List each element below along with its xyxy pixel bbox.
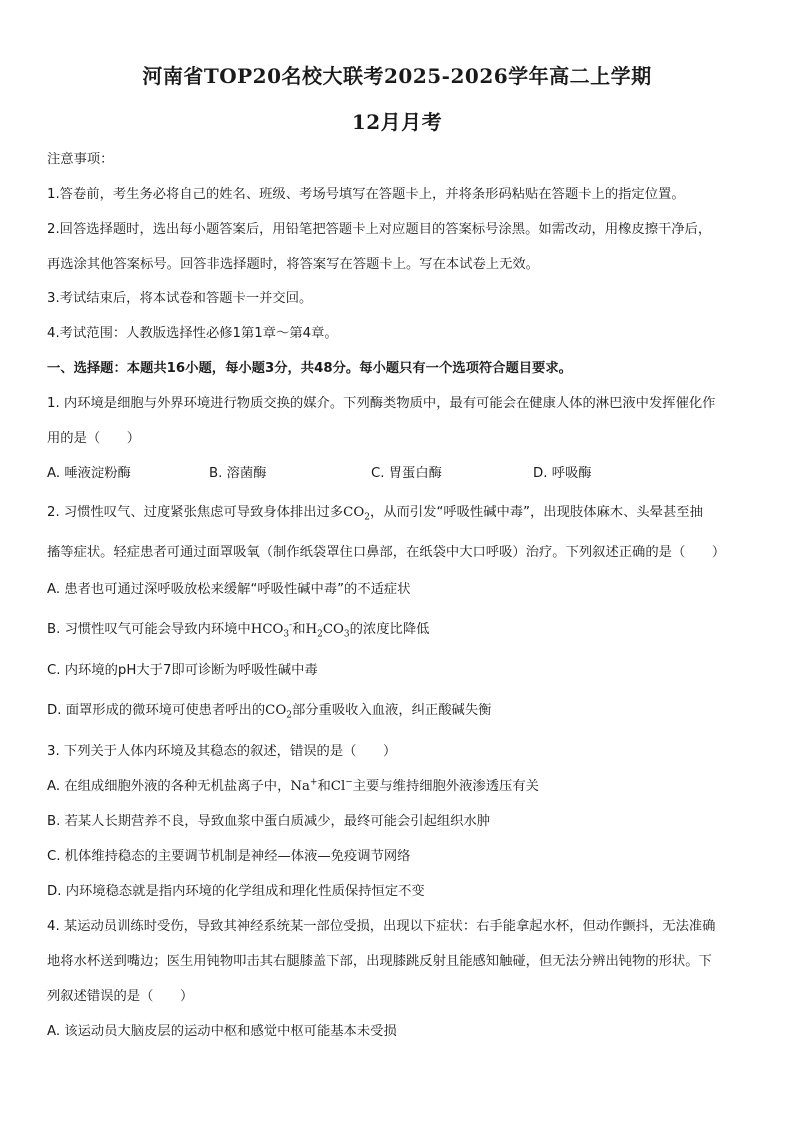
- notes-heading: 注意事项：: [47, 152, 114, 167]
- q4-option-a: A. 该运动员大脑皮层的运动中枢和感觉中枢可能基本未受损: [47, 1024, 397, 1039]
- h2co3-h: H: [305, 622, 318, 637]
- q1-option-b: B. 溶菌酶: [209, 466, 267, 481]
- h2co3-sub1: 2: [317, 629, 323, 640]
- hco3-formula: [250, 620, 293, 640]
- note-4: 4.考试范围：人教版选择性必修1第1章～第4章。: [47, 326, 338, 341]
- hco3-base: HCO: [250, 622, 284, 637]
- q3-option-a-and: 和: [317, 779, 331, 794]
- section-heading: 一、选择题：本题共16小题，每小题3分，共48分。每小题只有一个选项符合题目要求。: [47, 361, 572, 376]
- cl-superscript: −: [345, 777, 353, 788]
- na-ion: [290, 779, 317, 794]
- h2co3-sub2: 3: [343, 629, 350, 640]
- co2-formula: [343, 505, 370, 523]
- exam-title: 河南省TOP20名校大联考2025-2026学年高二上学期: [142, 64, 652, 88]
- exam-subtitle: 12月月考: [351, 110, 443, 134]
- h2co3-formula: [305, 622, 350, 640]
- q2-option-b-text1: B. 习惯性叹气可能会导致内环境中: [47, 622, 251, 637]
- hco3-subscript: 3: [283, 629, 290, 640]
- q1-option-c: C. 胃蛋白酶: [371, 466, 442, 481]
- h2co3-co: CO: [322, 622, 344, 637]
- note-3: 3.考试结束后，将本试卷和答题卡一并交回。: [47, 291, 313, 306]
- q1-stem-line2: 用的是（ ）: [47, 431, 141, 446]
- co2-d-subscript: 2: [286, 710, 292, 721]
- q2-option-b: [47, 620, 752, 640]
- q2-option-d-text2: 部分重吸收入血液，纠正酸碱失衡: [291, 703, 492, 718]
- q3-option-a-text2: 主要与维持细胞外液渗透压有关: [352, 779, 539, 794]
- q2-option-b-and: 和: [292, 622, 306, 637]
- q2-option-c: C. 内环境的pH大于7即可诊断为呼吸性碱中毒: [47, 663, 318, 678]
- q1-stem-line1: 1. 内环境是细胞与外界环境进行物质交换的媒介。下列酶类物质中，最有可能会在健康人体的淋巴液中发挥催化作: [47, 396, 716, 411]
- q2-option-b-text2: 的浓度比降低: [349, 622, 430, 637]
- q1-option-d: D. 呼吸酶: [533, 466, 592, 481]
- co2-formula-d: [265, 703, 292, 721]
- note-1: 1.答卷前，考生务必将自己的姓名、班级、考场号填写在答题卡上，并将条形码粘贴在答题卡上的指定位置。: [47, 187, 685, 202]
- q3-stem: 3. 下列关于人体内环境及其稳态的叙述，错误的是（ ）: [47, 744, 397, 759]
- q3-option-b: B. 若某人长期营养不良，导致血浆中蛋白质减少，最终可能会引起组织水肿: [47, 814, 491, 829]
- hco3-superscript: -: [289, 620, 293, 631]
- na-base: Na: [290, 779, 310, 794]
- q4-stem-line3: 列叙述错误的是（ ）: [47, 989, 194, 1004]
- co2-d-base: CO: [265, 703, 287, 718]
- q2-option-a: A. 患者也可通过深呼吸放松来缓解“呼吸性碱中毒”的不适症状: [47, 582, 411, 597]
- co2-base: CO: [343, 505, 365, 520]
- q2-stem-text2: ，从而引发“呼吸性碱中毒”，出现肢体麻木、头晕甚至抽: [369, 505, 703, 520]
- na-superscript: +: [309, 777, 318, 788]
- q3-option-d: D. 内环境稳态就是指内环境的化学组成和理化性质保持恒定不变: [47, 884, 425, 899]
- q2-stem-text1: 2. 习惯性叹气、过度紧张焦虑可导致身体排出过多: [47, 505, 344, 520]
- q2-option-d-text1: D. 面罩形成的微环境可使患者呼出的: [47, 703, 266, 718]
- q2-stem-line2: 搐等症状。轻症患者可通过面罩吸氧（制作纸袋罩住口鼻部，在纸袋中大口呼吸）治疗。下列叙述正确的是（ ）: [47, 545, 726, 560]
- cl-ion: [331, 779, 353, 794]
- note-2b: 再选涂其他答案标号。回答非选择题时，将答案写在答题卡上。写在本试卷上无效。: [47, 257, 539, 272]
- q3-option-c: C. 机体维持稳态的主要调节机制是神经—体液—免疫调节网络: [47, 849, 411, 864]
- co2-subscript: 2: [364, 512, 370, 523]
- q4-stem-line2: 地将水杯送到嘴边；医生用钝物叩击其右腿膝盖下部，出现膝跳反射且能感知触碰，但无法分辨出钝物的形状。下: [47, 954, 712, 969]
- q2-stem-line1: [47, 503, 752, 523]
- q4-stem-line1: 4. 某运动员训练时受伤，导致其神经系统某一部位受损，出现以下症状：右手能拿起水杯，但动作颤抖，无法准确: [47, 919, 716, 934]
- q2-option-d: [47, 701, 752, 721]
- q3-option-a: [47, 777, 752, 797]
- q1-option-a: A. 唾液淀粉酶: [47, 466, 131, 481]
- note-2a: 2.回答选择题时，选出每小题答案后，用铅笔把答题卡上对应题目的答案标号涂黑。如需改动，用橡皮擦干净后，: [47, 222, 712, 237]
- q3-option-a-text1: A. 在组成细胞外液的各种无机盐离子中，: [47, 779, 291, 794]
- cl-base: Cl: [330, 779, 346, 794]
